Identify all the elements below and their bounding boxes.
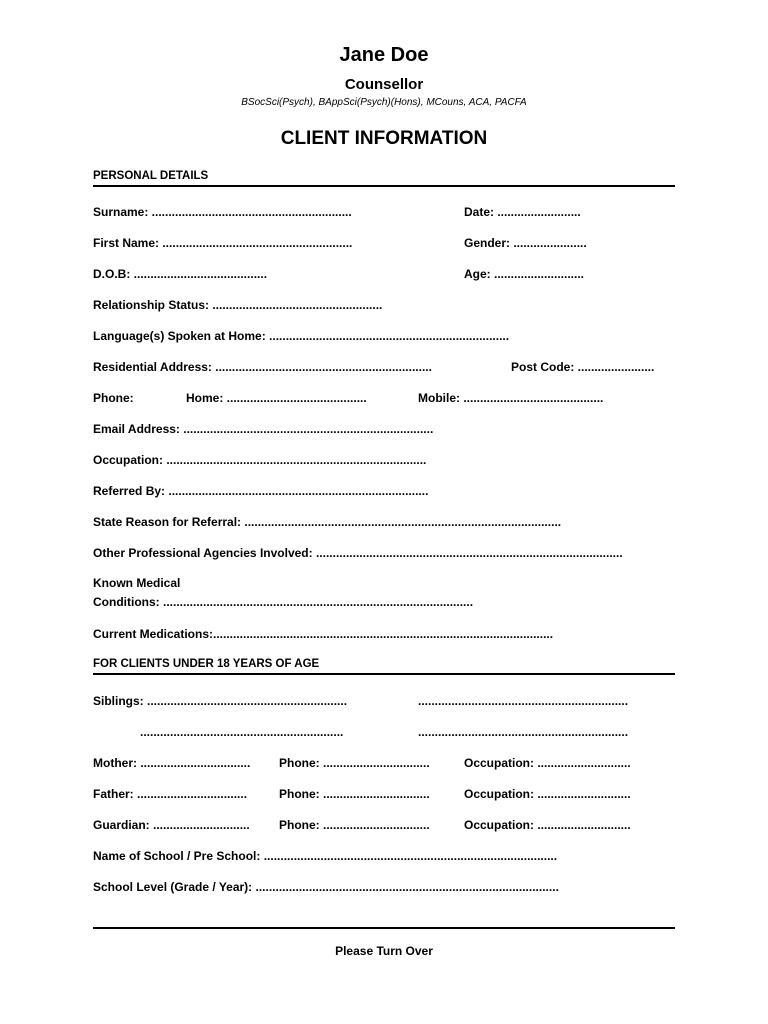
home-phone-field[interactable]: Home: .......................................... (186, 391, 367, 405)
first-name-field[interactable]: First Name: ......................................................... (93, 236, 353, 250)
school-level-field[interactable]: School Level (Grade / Year): ........................................................................................... (93, 880, 559, 894)
residential-address-field[interactable]: Residential Address: ................................................................. (93, 360, 432, 374)
phone-label: Phone: (93, 391, 134, 405)
dob-field[interactable]: D.O.B: ........................................ (93, 267, 268, 281)
mother-phone-field[interactable]: Phone: ................................ (279, 756, 430, 770)
medical-conditions-field[interactable]: Conditions: ............................................................................................. (93, 595, 474, 609)
gender-field[interactable]: Gender: ...................... (464, 236, 587, 250)
siblings-field-right-2[interactable]: ............................................................... (418, 725, 629, 739)
footer-note: Please Turn Over (335, 944, 433, 958)
guardian-occupation-field[interactable]: Occupation: ............................ (464, 818, 631, 832)
counsellor-name: Jane Doe (339, 44, 429, 66)
guardian-phone-field[interactable]: Phone: ................................ (279, 818, 430, 832)
section-divider (93, 185, 675, 187)
section-divider (93, 673, 675, 675)
email-field[interactable]: Email Address: ........................................................................... (93, 422, 434, 436)
age-field[interactable]: Age: ........................... (464, 267, 585, 281)
footer-divider (93, 927, 675, 929)
siblings-field-right-1[interactable]: ............................................................... (418, 694, 629, 708)
siblings-field[interactable]: Siblings: ............................................................ (93, 694, 348, 708)
section-heading-under18: FOR CLIENTS UNDER 18 YEARS OF AGE (93, 658, 320, 670)
mother-field[interactable]: Mother: ................................. (93, 756, 251, 770)
occupation-field[interactable]: Occupation: .............................................................................. (93, 453, 427, 467)
post-code-field[interactable]: Post Code: ....................... (511, 360, 655, 374)
medical-conditions-label: Known Medical (93, 576, 181, 590)
guardian-field[interactable]: Guardian: ............................. (93, 818, 250, 832)
mobile-field[interactable]: Mobile: .......................................... (418, 391, 604, 405)
agencies-field[interactable]: Other Professional Agencies Involved: ............................................................................................ (93, 546, 623, 560)
school-name-field[interactable]: Name of School / Pre School: ........................................................................................ (93, 849, 558, 863)
section-heading-personal: PERSONAL DETAILS (93, 170, 209, 182)
father-occupation-field[interactable]: Occupation: ............................ (464, 787, 631, 801)
referral-reason-field[interactable]: State Reason for Referral: ............................................................................................... (93, 515, 562, 529)
counsellor-role: Counsellor (344, 76, 424, 93)
medications-field[interactable]: Current Medications:...................................................................................................... (93, 627, 554, 641)
document-title: CLIENT INFORMATION (280, 128, 488, 149)
language-field[interactable]: Language(s) Spoken at Home: ........................................................................ (93, 329, 510, 343)
father-phone-field[interactable]: Phone: ................................ (279, 787, 430, 801)
relationship-status-field[interactable]: Relationship Status: ................................................... (93, 298, 383, 312)
surname-field[interactable]: Surname: ............................................................ (93, 205, 352, 219)
counsellor-qualifications: BSocSci(Psych), BAppSci(Psych)(Hons), MCouns, ACA, PACFA (241, 97, 527, 108)
mother-occupation-field[interactable]: Occupation: ............................ (464, 756, 631, 770)
father-field[interactable]: Father: ................................. (93, 787, 248, 801)
referred-by-field[interactable]: Referred By: .............................................................................. (93, 484, 429, 498)
siblings-field-left-2[interactable]: ............................................................. (140, 725, 344, 739)
date-field[interactable]: Date: ......................... (464, 205, 581, 219)
